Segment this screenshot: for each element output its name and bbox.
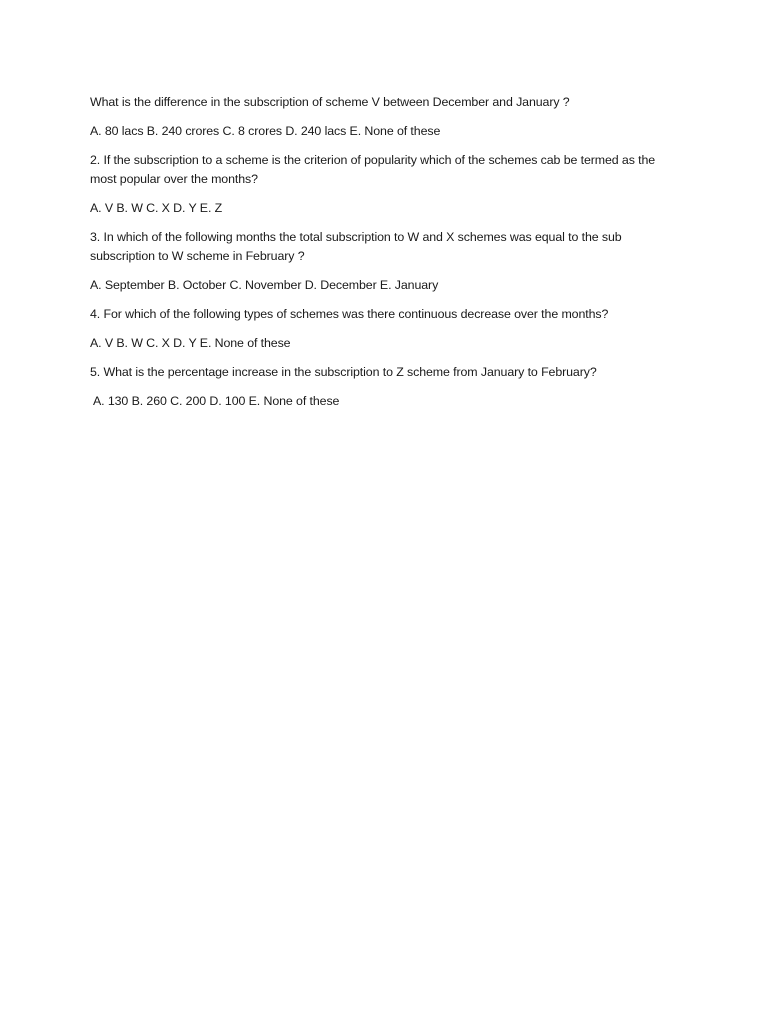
question-2-text: 2. If the subscription to a scheme is the criterion of popularity which of the schemes cab be termed as the most popular over the months? xyxy=(90,153,656,186)
question-1-text: What is the difference in the subscription of scheme V between December and January ? xyxy=(90,95,570,109)
document-body xyxy=(90,93,670,421)
question-2-options: A. V B. W C. X D. Y E. Z xyxy=(90,201,223,215)
question-1-options: A. 80 lacs B. 240 crores C. 8 crores D. 240 lacs E. None of these xyxy=(90,124,441,138)
question-4-options: A. V B. W C. X D. Y E. None of these xyxy=(90,336,291,350)
question-3-text: 3. In which of the following months the total subscription to W and X schemes was equal to the sub subscription to W scheme in February ? xyxy=(90,230,622,263)
question-5-text: 5. What is the percentage increase in the subscription to Z scheme from January to February? xyxy=(90,365,597,379)
question-3-options: A. September B. October C. November D. December E. January xyxy=(90,278,439,292)
question-5-options: A. 130 B. 260 C. 200 D. 100 E. None of these xyxy=(93,394,340,408)
question-4-text: 4. For which of the following types of schemes was there continuous decrease over the months? xyxy=(90,307,609,321)
